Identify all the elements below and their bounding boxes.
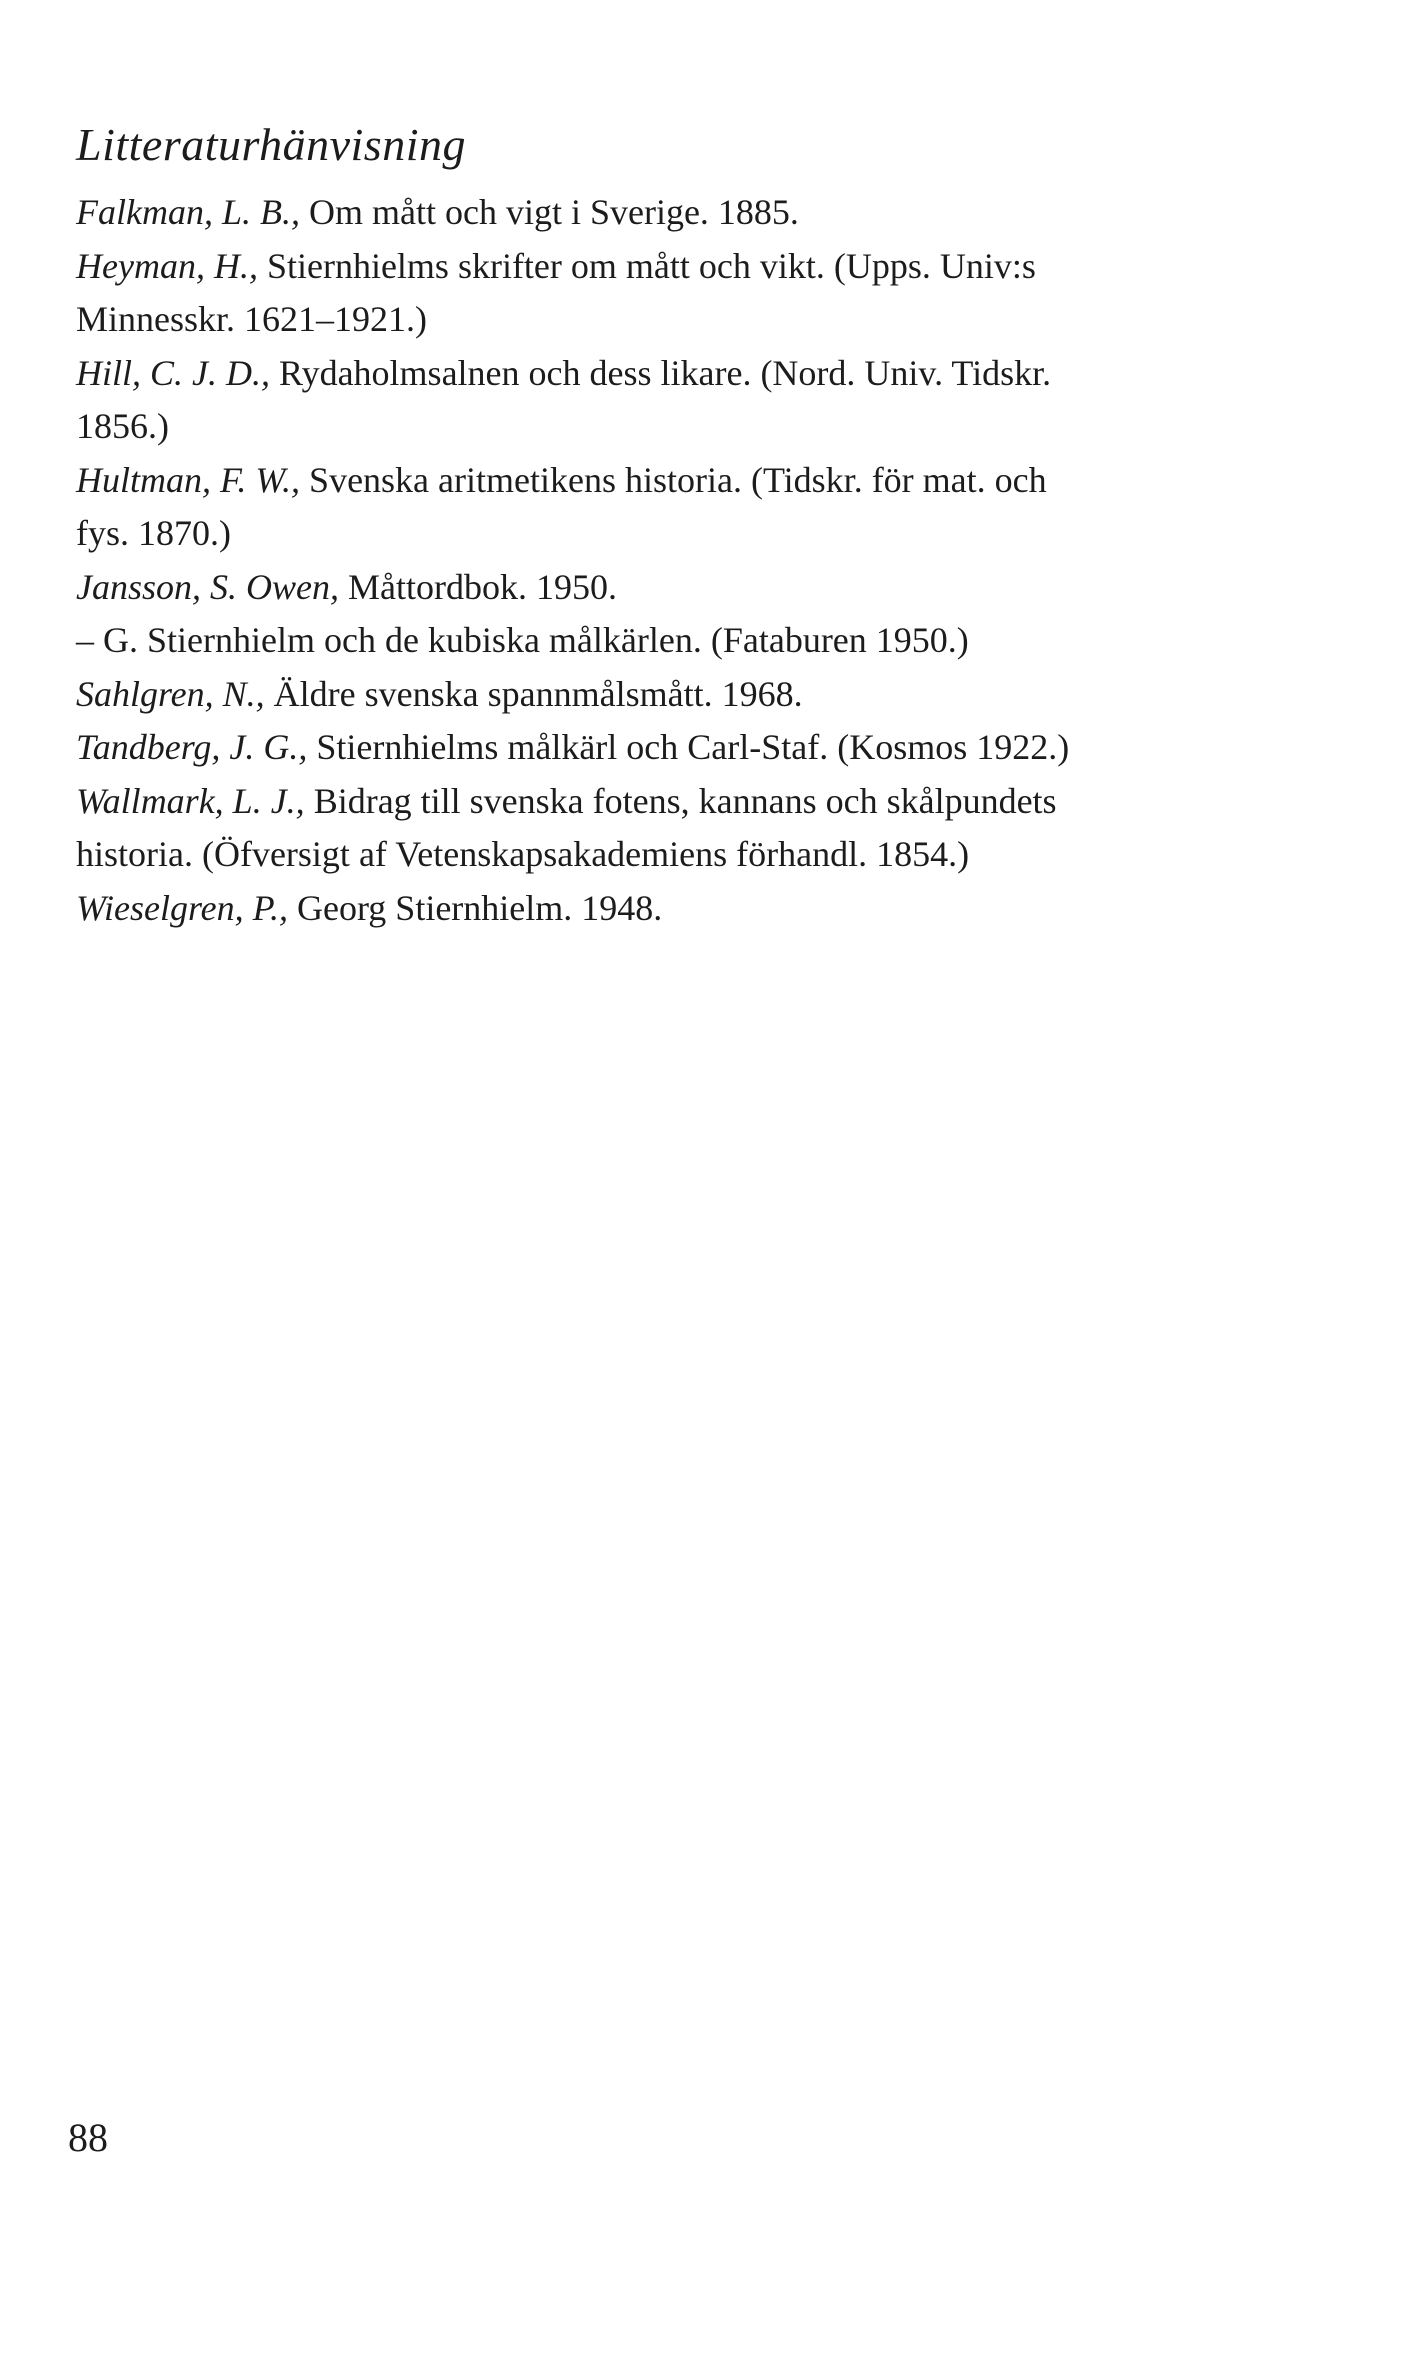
reference-text: Stiernhielms målkärl och Carl-Staf. (Kosmos 1922.): [307, 727, 1070, 767]
page-number: 88: [68, 2115, 108, 2160]
reference-entry-tandberg: [76, 721, 1206, 775]
reference-entry-jansson: [76, 561, 1206, 615]
reference-author: Wieselgren, P.,: [76, 887, 288, 928]
reference-text-continuation: historia. (Öfversigt af Vetenskapsakademiens förhandl. 1854.): [76, 834, 970, 874]
reference-text: Måttordbok. 1950.: [339, 566, 617, 607]
reference-text: Bidrag till svenska fotens, kannans och skålpundets: [304, 780, 1057, 821]
reference-author: Falkman, L. B.,: [76, 192, 300, 232]
reference-text: Georg Stiernhielm. 1948.: [287, 887, 663, 928]
reference-entry-jansson-2: [76, 614, 1206, 668]
reference-entry-hill: [76, 347, 1206, 454]
reference-author: Sahlgren, N.,: [76, 673, 265, 714]
reference-author: Wallmark, L. J.,: [76, 780, 305, 821]
reference-text: Stiernhielms skrifter om mått och vikt. (Upps. Univ:s: [257, 245, 1036, 286]
reference-text: – G. Stiernhielm och de kubiska målkärlen. (Fataburen 1950.): [76, 620, 969, 660]
reference-entry-sahlgren: [76, 668, 1206, 722]
reference-entry-wallmark: [76, 775, 1206, 882]
reference-entry-heyman: [76, 240, 1206, 347]
reference-author: Tandberg, J. G.,: [76, 727, 308, 767]
reference-author: Heyman, H.,: [76, 245, 258, 286]
reference-text: Rydaholmsalnen och dess likare. (Nord. Univ. Tidskr.: [270, 352, 1052, 393]
reference-text-continuation: 1856.): [76, 406, 169, 446]
reference-text-continuation: Minnesskr. 1621–1921.): [76, 299, 427, 339]
reference-entry-falkman: [76, 186, 1206, 240]
reference-text-continuation: fys. 1870.): [76, 513, 231, 553]
reference-entry-hultman: [76, 454, 1206, 561]
section-heading: Litteraturhänvisning: [76, 119, 466, 170]
reference-author: Hultman, F. W.,: [76, 459, 301, 500]
reference-text: Äldre svenska spannmålsmått. 1968.: [264, 673, 803, 714]
reference-text: Om mått och vigt i Sverige. 1885.: [299, 192, 799, 232]
reference-text: Svenska aritmetikens historia. (Tidskr. för mat. och: [300, 459, 1047, 500]
reference-list: [76, 186, 1206, 935]
reference-author: Hill, C. J. D.,: [76, 352, 270, 393]
reference-author: Jansson, S. Owen,: [76, 566, 339, 607]
reference-entry-wieselgren: [76, 882, 1206, 936]
